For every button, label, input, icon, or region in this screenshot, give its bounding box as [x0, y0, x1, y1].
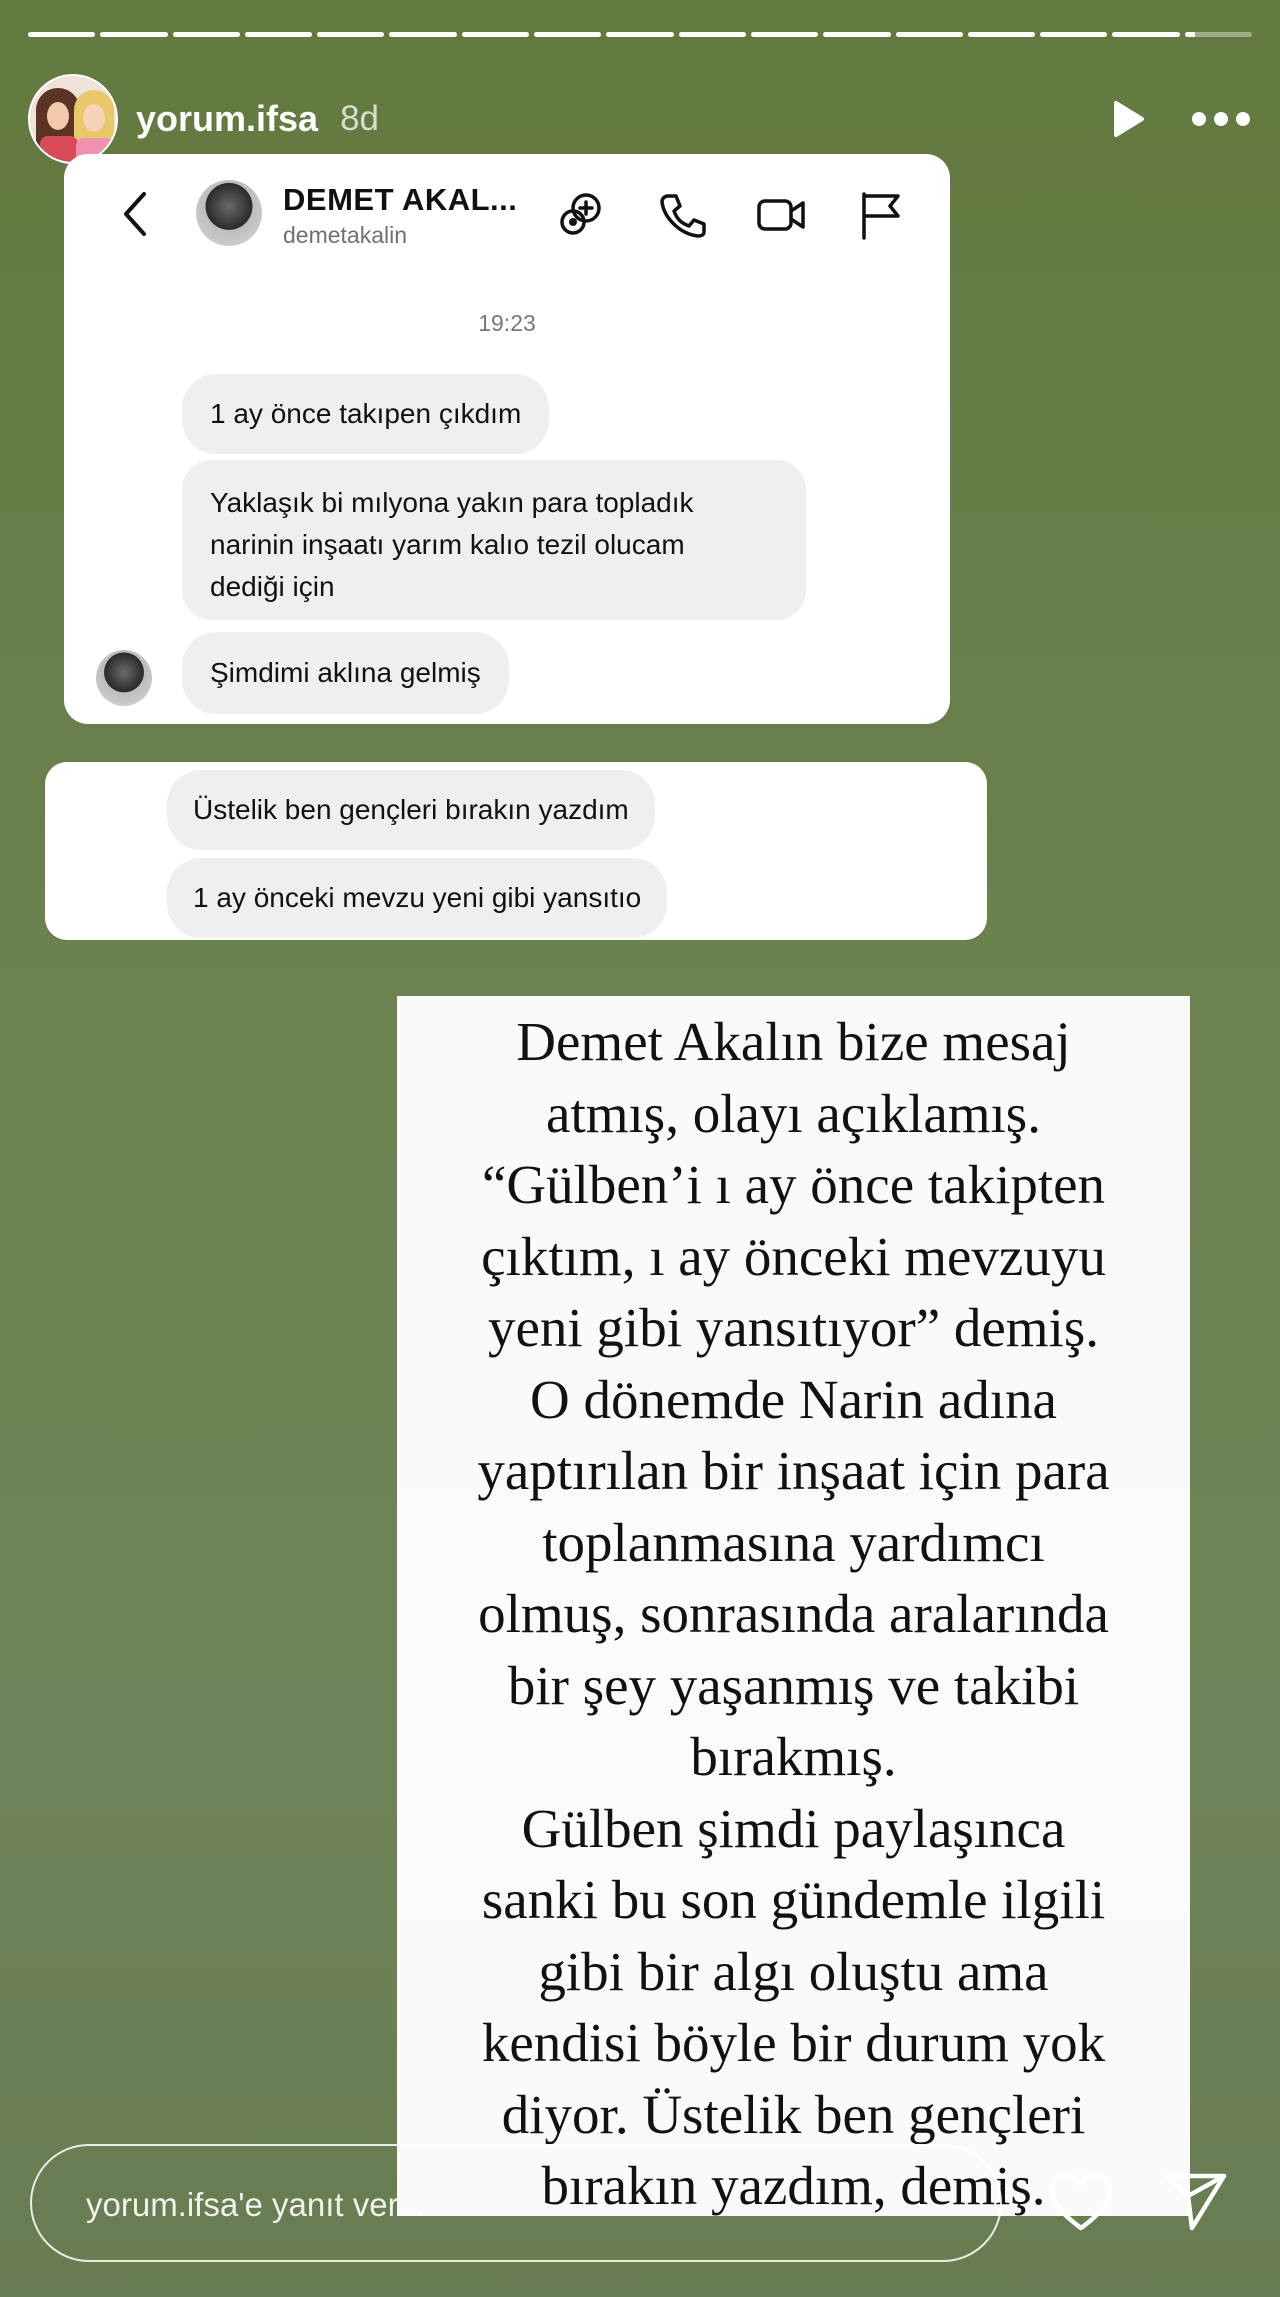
progress-segment	[317, 32, 384, 37]
avatar[interactable]	[28, 74, 118, 164]
progress-segment	[28, 32, 95, 37]
phone-icon	[656, 188, 710, 242]
video-icon	[754, 188, 808, 242]
dm-avatar	[196, 180, 262, 246]
progress-segment	[896, 32, 963, 37]
message-bubble: 1 ay önceki mevzu yeni gibi yansıtıo	[167, 858, 667, 938]
reply-placeholder: yorum.ifsa'e yanıt ver...	[86, 2186, 425, 2223]
progress-segment	[1112, 32, 1179, 37]
message-bubble: Üstelik ben gençleri bırakın yazdım	[167, 770, 655, 850]
progress-segment	[968, 32, 1035, 37]
add-people-icon	[556, 188, 610, 242]
username[interactable]: yorum.ifsa	[136, 98, 319, 139]
story-header	[28, 74, 1252, 164]
dm-contact-handle: demetakalin	[283, 222, 408, 248]
dm-contact-name: DEMET AKAL...	[283, 182, 518, 217]
flag-icon	[854, 188, 908, 242]
progress-segment	[245, 32, 312, 37]
progress-fill	[1112, 32, 1179, 37]
progress-fill	[968, 32, 1035, 37]
progress-segment	[534, 32, 601, 37]
progress-fill	[389, 32, 456, 37]
post-time: 8d	[340, 99, 379, 138]
story-caption-text: Demet Akalın bize mesaj atmış, olayı açıklamış. “Gülben’i ı ay önce takipten çıktım, ı ay önceki mevzuyu yeni gibi yansıtıyor” demiş. O dönemde Narin adına yaptırılan bir inşaat için para toplanmasına yardımcı olmuş, sonrasında aralarında bir şey yaşanmış ve takibi bırakmış. Gülben şimdi paylaşınca sanki bu son gündemle ilgili gibi bir algı oluştu ama kendisi böyle bir durum yok diyor. Üstelik ben gençleri bırakın yazdım, demiş.	[477, 1011, 1110, 2216]
heart-icon[interactable]	[1046, 2170, 1116, 2234]
progress-segment	[1185, 32, 1252, 37]
progress-segment	[100, 32, 167, 37]
progress-fill	[534, 32, 601, 37]
progress-fill	[679, 32, 746, 37]
progress-segment	[606, 32, 673, 37]
sender-avatar	[96, 650, 152, 706]
progress-fill	[823, 32, 890, 37]
progress-fill	[896, 32, 963, 37]
dm-screenshot-card	[64, 154, 950, 724]
message-bubble: Şimdimi aklına gelmiş	[182, 632, 509, 714]
progress-segment	[823, 32, 890, 37]
progress-fill	[1040, 32, 1107, 37]
progress-segment	[1040, 32, 1107, 37]
message-bubble: Yaklaşık bi mılyona yakın para topladık narinin inşaatı yarım kalıo tezil olucam dediği için	[182, 460, 806, 620]
story-caption-box	[397, 996, 1190, 2216]
progress-fill	[28, 32, 95, 37]
progress-fill	[245, 32, 312, 37]
progress-fill	[606, 32, 673, 37]
progress-segment	[173, 32, 240, 37]
more-icon[interactable]	[1190, 109, 1252, 129]
progress-segment	[751, 32, 818, 37]
message-timestamp: 19:23	[478, 310, 536, 336]
back-icon	[120, 190, 150, 238]
dm-header	[64, 154, 950, 272]
progress-segment	[462, 32, 529, 37]
message-bubble: 1 ay önce takıpen çıkdım	[182, 374, 549, 454]
send-icon[interactable]	[1162, 2170, 1228, 2232]
progress-fill	[100, 32, 167, 37]
play-icon[interactable]	[1108, 99, 1148, 139]
progress-fill	[751, 32, 818, 37]
progress-segment	[389, 32, 456, 37]
reply-input[interactable]	[30, 2144, 1002, 2262]
progress-fill	[317, 32, 384, 37]
progress-fill	[1185, 32, 1195, 37]
story-progress-bars	[28, 32, 1252, 38]
dm-screenshot-card-2	[45, 762, 987, 940]
progress-segment	[679, 32, 746, 37]
progress-fill	[462, 32, 529, 37]
progress-fill	[173, 32, 240, 37]
